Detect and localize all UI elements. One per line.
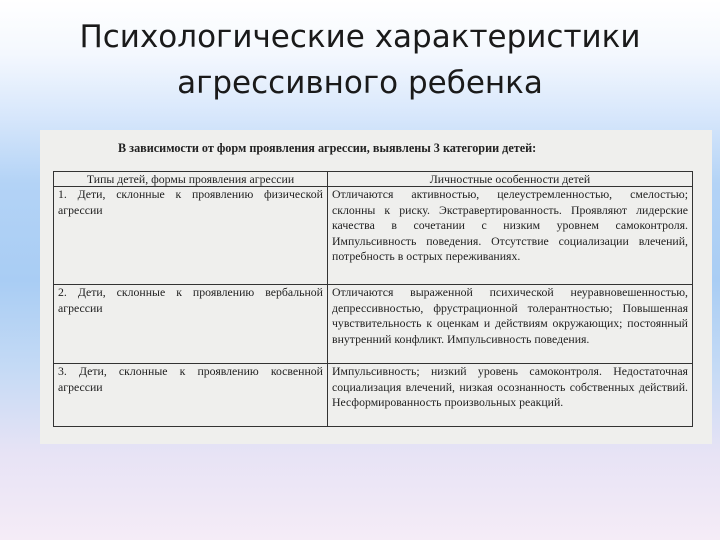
table-cell-type bbox=[54, 187, 328, 285]
table-cell-traits bbox=[328, 187, 693, 285]
table-row bbox=[54, 364, 693, 427]
table-header-traits: Личностные особенности детей bbox=[328, 172, 693, 187]
type-text: 2. Дети, склонные к проявлению вербальной агрессии bbox=[58, 285, 323, 315]
traits-text: Отличаются активностью, целеустремленностью, смелостью; склонны к риску. Экстравертированность. Проявляют лидерские качества в сочетании с низким уровнем самоконтроля. Импульсивность поведения. Отсутствие социализации влечений, потребность в острых переживаниях. bbox=[332, 187, 688, 263]
slide-title bbox=[0, 14, 720, 106]
scanned-document bbox=[40, 130, 712, 444]
table-cell-traits bbox=[328, 364, 693, 427]
document-intro: В зависимости от форм проявления агрессии, выявлены 3 категории детей: bbox=[118, 141, 537, 155]
type-text: 1. Дети, склонные к проявлению физической агрессии bbox=[58, 187, 323, 217]
slide-title-line-2: агрессивного ребенка bbox=[177, 65, 543, 101]
table-header-row bbox=[54, 172, 693, 187]
table-cell-type bbox=[54, 364, 328, 427]
traits-text: Отличаются выраженной психической неуравновешенностью, депрессивностью, фрустрационной толерантностью; Повышенная чувствительность к оценкам и действиям окружающих; постоянный внутренний конфликт. Импульсивность поведения. bbox=[332, 285, 688, 346]
traits-text: Импульсивность; низкий уровень самоконтроля. Недостаточная социализация влечений, низкая осознанность собственных действий. Несформированность произвольных реакций. bbox=[332, 364, 688, 409]
table-row bbox=[54, 285, 693, 364]
type-text: 3. Дети, склонные к проявлению косвенной агрессии bbox=[58, 364, 323, 394]
slide-title-line-1: Психологические характеристики bbox=[79, 19, 641, 55]
aggression-table bbox=[53, 171, 693, 427]
table-header-types: Типы детей, формы проявления агрессии bbox=[54, 172, 328, 187]
table-cell-type bbox=[54, 285, 328, 364]
table-cell-traits bbox=[328, 285, 693, 364]
table-row bbox=[54, 187, 693, 285]
